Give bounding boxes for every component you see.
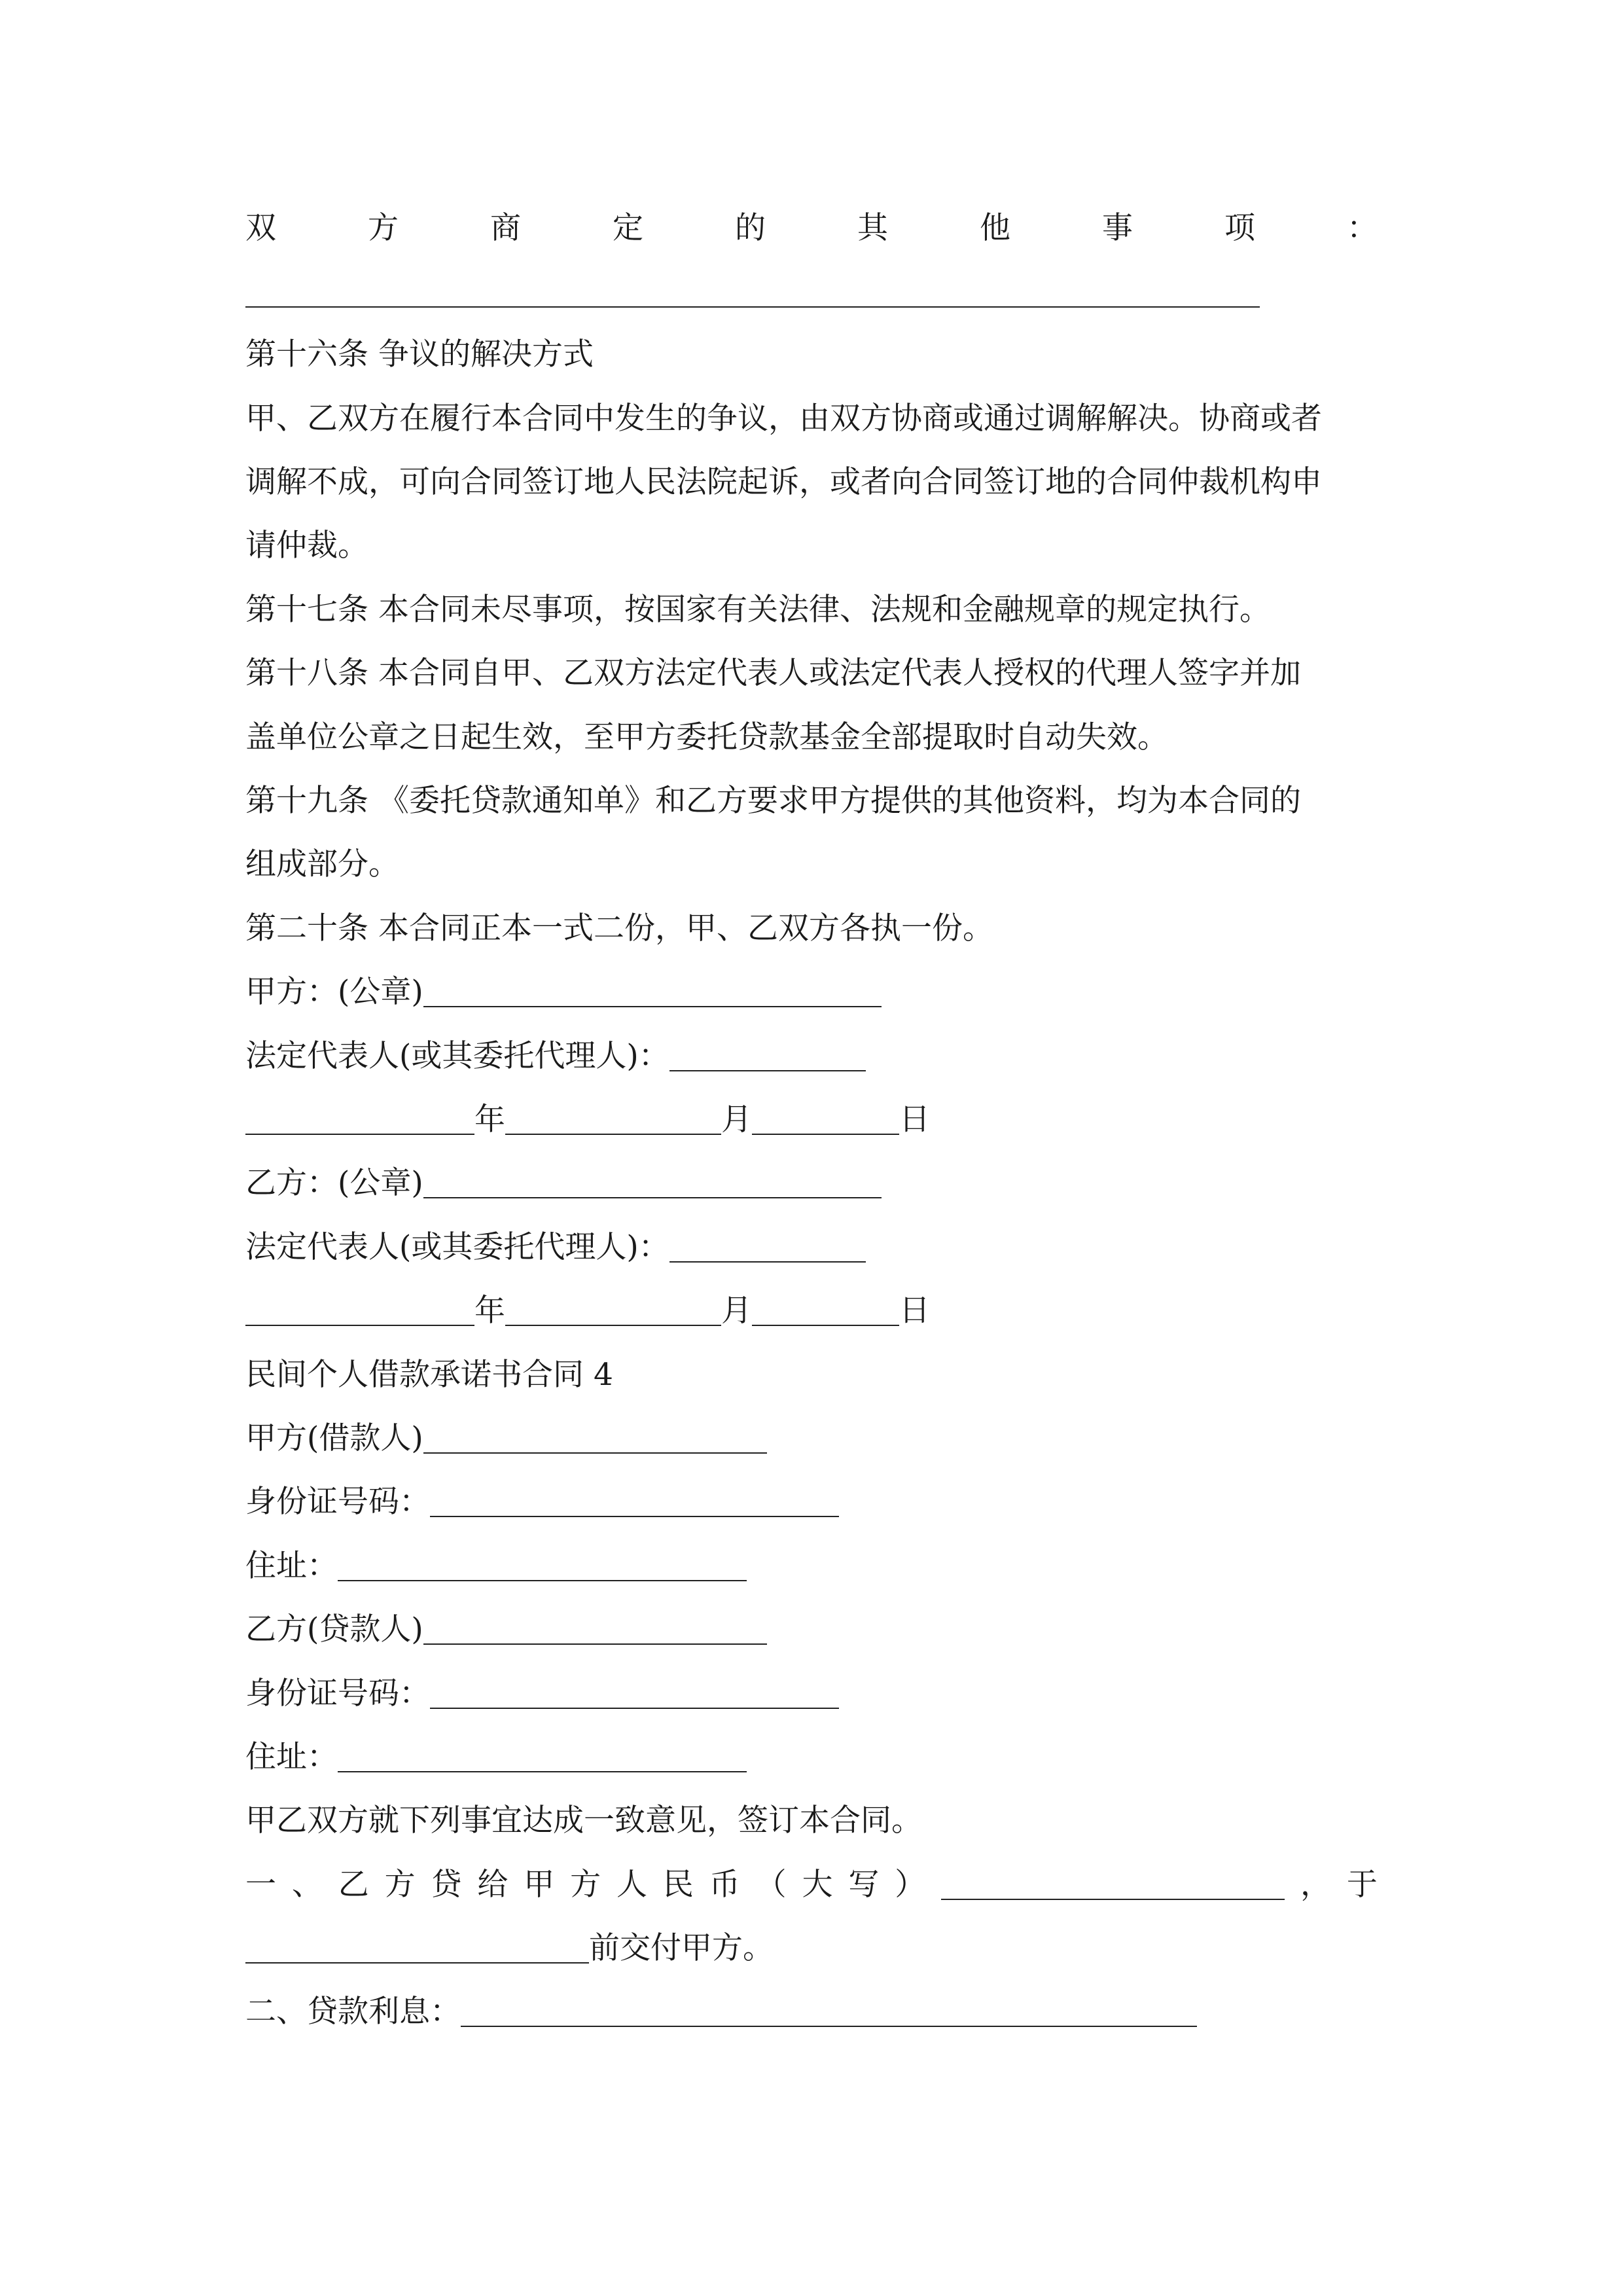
- other-matters-line: [245, 204, 1378, 253]
- contract-4-title: 民间个人借款承诺书合同 4: [245, 1357, 613, 1393]
- article-16-title: 第十六条 争议的解决方式: [245, 336, 594, 372]
- fill-blank[interactable]: [505, 1096, 721, 1135]
- char: 方: [570, 1867, 601, 1903]
- party-b-seal-label: 乙方：(公章): [245, 1165, 423, 1201]
- char: 他: [980, 210, 1010, 246]
- article-19-text: 组成部分。: [245, 846, 399, 882]
- day-label: 日: [899, 1102, 930, 1138]
- fill-blank[interactable]: [338, 1733, 747, 1772]
- char: 方: [384, 1867, 416, 1903]
- char: ：: [1347, 210, 1378, 246]
- char: 定: [613, 210, 643, 246]
- year-label: 年: [474, 1293, 505, 1329]
- borrower-label: 甲方(借款人): [245, 1420, 423, 1456]
- char: 的: [735, 210, 766, 246]
- fill-blank[interactable]: [245, 268, 1260, 308]
- fill-blank[interactable]: [430, 1478, 839, 1517]
- char: 其: [857, 210, 888, 246]
- fill-blank[interactable]: [430, 1670, 839, 1709]
- fill-blank[interactable]: [245, 1287, 474, 1326]
- item-1-line: [245, 1861, 1378, 1909]
- char: 乙: [338, 1867, 369, 1903]
- fill-blank[interactable]: [752, 1287, 899, 1326]
- agreement-text: 甲乙双方就下列事宜达成一致意见，签订本合同。: [245, 1803, 922, 1839]
- party-a-seal-label: 甲方：(公章): [245, 974, 423, 1010]
- char: 大: [802, 1867, 833, 1903]
- char: 一: [245, 1867, 276, 1903]
- article-16-text: 请仲裁。: [245, 528, 368, 564]
- item-1-continuation: [245, 1924, 774, 1973]
- article-20-text: 第二十条 本合同正本一式二份，甲、乙双方各执一份。: [245, 910, 993, 946]
- char: 事: [1102, 210, 1133, 246]
- party-b-seal-line: [245, 1159, 882, 1208]
- char: 写: [848, 1867, 880, 1903]
- lender-label: 乙方(贷款人): [245, 1611, 423, 1647]
- fill-blank[interactable]: [423, 1605, 767, 1645]
- fill-blank[interactable]: [669, 1032, 866, 1071]
- fill-blank[interactable]: [338, 1542, 747, 1581]
- borrower-line: [245, 1414, 767, 1463]
- char: ）: [895, 1867, 926, 1903]
- month-label: 月: [721, 1102, 752, 1138]
- char: 贷: [431, 1867, 462, 1903]
- item-2-label: 二、贷款利息：: [245, 1994, 461, 2030]
- char: ，: [1300, 1867, 1331, 1903]
- char: 商: [490, 210, 521, 246]
- char: 双: [245, 210, 276, 246]
- fill-blank[interactable]: [245, 1924, 589, 1964]
- char: 币: [709, 1867, 740, 1903]
- char: 、: [291, 1867, 323, 1903]
- char: 方: [368, 210, 399, 246]
- char: 人: [616, 1867, 647, 1903]
- year-label: 年: [474, 1102, 505, 1138]
- article-16-text: 甲、乙双方在履行本合同中发生的争议，由双方协商或通过调解解决。协商或者: [245, 401, 1322, 437]
- item-1-tail: 前交付甲方。: [589, 1930, 774, 1966]
- party-a-legal-rep-line: [245, 1032, 866, 1081]
- lender-id-line: [245, 1670, 839, 1718]
- borrower-address-line: [245, 1542, 747, 1590]
- fill-blank[interactable]: [505, 1287, 721, 1326]
- char: 甲: [524, 1867, 555, 1903]
- char: 于: [1346, 1867, 1378, 1903]
- legal-rep-label: 法定代表人(或其委托代理人)：: [245, 1038, 669, 1074]
- fill-blank[interactable]: [423, 1159, 882, 1198]
- fill-blank[interactable]: [752, 1096, 899, 1135]
- fill-blank[interactable]: [461, 1988, 1197, 2027]
- char: 给: [477, 1867, 508, 1903]
- fill-blank[interactable]: [423, 1414, 767, 1454]
- article-19-text: 第十九条 《委托贷款通知单》和乙方要求甲方提供的其他资料，均为本合同的: [245, 783, 1301, 819]
- fill-blank[interactable]: [423, 968, 882, 1007]
- party-b-date-line: [245, 1287, 930, 1335]
- address-label: 住址：: [245, 1739, 338, 1775]
- month-label: 月: [721, 1293, 752, 1329]
- party-a-date-line: [245, 1096, 930, 1144]
- fill-blank[interactable]: [245, 1096, 474, 1135]
- article-16-text: 调解不成，可向合同签订地人民法院起诉，或者向合同签订地的合同仲裁机构申: [245, 464, 1322, 500]
- other-matters-blank-line: [245, 268, 1260, 317]
- article-17-text: 第十七条 本合同未尽事项，按国家有关法律、法规和金融规章的规定执行。: [245, 592, 1270, 628]
- fill-blank[interactable]: [669, 1223, 866, 1263]
- id-number-label: 身份证号码：: [245, 1484, 430, 1520]
- party-b-legal-rep-line: [245, 1223, 866, 1272]
- lender-address-line: [245, 1733, 747, 1782]
- item-2-line: [245, 1988, 1197, 2036]
- fill-blank[interactable]: [941, 1861, 1285, 1900]
- day-label: 日: [899, 1293, 930, 1329]
- id-number-label: 身份证号码：: [245, 1676, 430, 1712]
- char: （: [755, 1867, 787, 1903]
- article-18-text: 盖单位公章之日起生效，至甲方委托贷款基金全部提取时自动失效。: [245, 719, 1168, 755]
- legal-rep-label: 法定代表人(或其委托代理人)：: [245, 1229, 669, 1265]
- char: 项: [1224, 210, 1255, 246]
- article-18-text: 第十八条 本合同自甲、乙双方法定代表人或法定代表人授权的代理人签字并加: [245, 655, 1301, 691]
- party-a-seal-line: [245, 968, 882, 1016]
- lender-line: [245, 1605, 767, 1654]
- address-label: 住址：: [245, 1548, 338, 1584]
- borrower-id-line: [245, 1478, 839, 1526]
- char: 民: [662, 1867, 694, 1903]
